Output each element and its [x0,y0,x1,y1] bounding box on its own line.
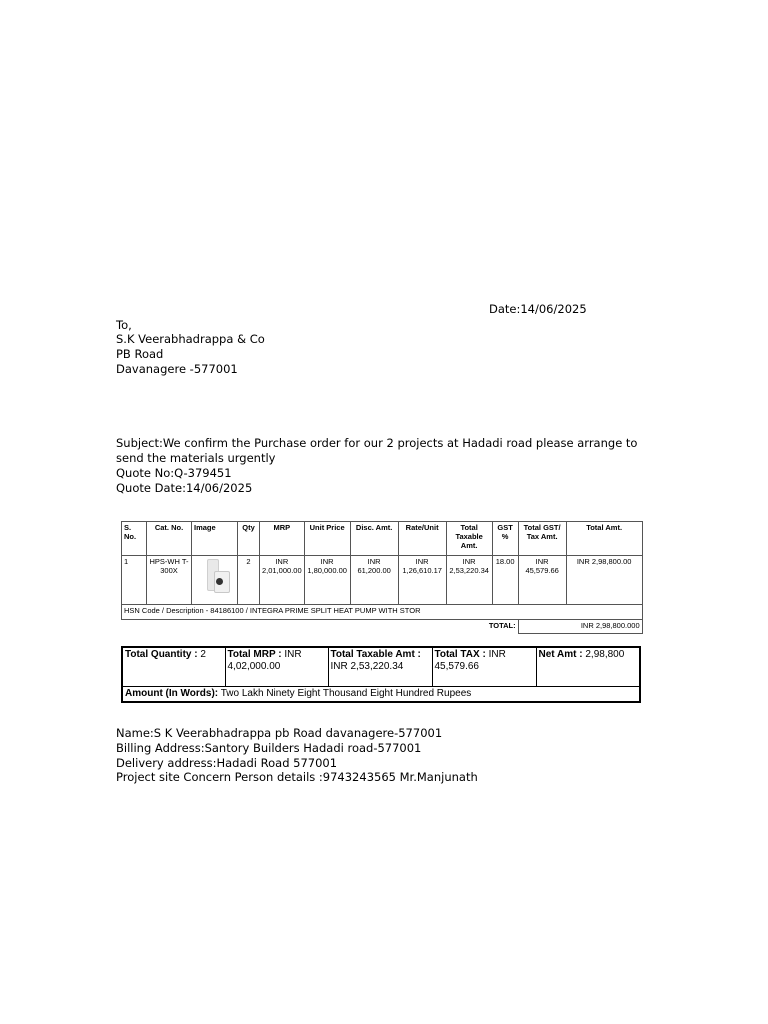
quote-date: Quote Date:14/06/2025 [116,481,253,495]
summary-tax [432,647,536,686]
total-row [122,620,643,634]
header-gst-percent: GST % [492,522,518,556]
words-label: Amount (In Words): [125,687,219,699]
header-total-taxable: Total Taxable Amt. [446,522,492,556]
quote-number: Quote No:Q-379451 [116,466,232,480]
summary-qty-value: 2 [200,649,206,660]
header-total-amt: Total Amt. [566,522,642,556]
recipient-street: PB Road [116,347,164,361]
header-total-gst: Total GST/ Tax Amt. [518,522,566,556]
summary-net-label: Net Amt : [538,649,583,660]
subject-line: Subject:We confirm the Purchase order for our 2 projects at Hadadi road please arrange to send the materials urgently [116,436,638,465]
header-rate-unit: Rate/Unit [398,522,446,556]
cell-mrp: INR 2,01,000.00 [260,556,305,605]
amount-in-words [122,686,640,702]
summary-table [121,646,641,703]
recipient-name: S.K Veerabhadrappa & Co [116,332,265,346]
header-image: Image [192,522,238,556]
footer-contact-details: Project site Concern Person details :9743243565 Mr.Manjunath [116,770,478,784]
cell-image [192,556,238,605]
quotation-table [121,521,643,634]
salutation: To, [116,318,132,332]
header-disc-amt: Disc. Amt. [350,522,398,556]
summary-qty-label: Total Quantity : [125,649,198,660]
cell-qty: 2 [238,556,260,605]
hsn-row [122,605,643,620]
document-date: Date:14/06/2025 [489,302,587,316]
summary-mrp [225,647,328,686]
header-sno: S. No. [122,522,147,556]
footer-delivery-address: Delivery address:Hadadi Road 577001 [116,756,338,770]
words-value: Two Lakh Ninety Eight Thousand Eight Hundred Rupees [220,687,472,699]
total-label: TOTAL: [488,621,516,630]
table-row [122,556,643,605]
cell-total-gst: INR 45,579.66 [518,556,566,605]
cell-sno: 1 [122,556,147,605]
total-value: INR 2,98,800.000 [518,620,642,634]
summary-net [536,647,640,686]
cell-unit-price: INR 1,80,000.00 [304,556,350,605]
summary-mrp-label: Total MRP : [227,649,282,660]
table-header-row [122,522,643,556]
cell-cat-no: HPS-WH T-300X [147,556,192,605]
footer-billing-address: Billing Address:Santory Builders Hadadi road-577001 [116,741,422,755]
summary-net-value: 2,98,800 [585,649,625,660]
header-mrp: MRP [260,522,305,556]
summary-mrp-value: INR 4,02,000.00 [227,649,302,672]
summary-taxable [328,647,432,686]
summary-taxable-label: Total Taxable Amt : [330,649,421,660]
summary-tax-value: INR 45,579.66 [434,649,506,672]
hsn-description: HSN Code / Description - 84186100 / INTEGRA PRIME SPLIT HEAT PUMP WITH STOR [122,605,643,620]
heat-pump-product-icon [200,559,230,595]
header-qty: Qty [238,522,260,556]
header-unit-price: Unit Price [304,522,350,556]
summary-words-row [122,686,640,702]
cell-total-taxable: INR 2,53,220.34 [446,556,492,605]
cell-disc-amt: INR 61,200.00 [350,556,398,605]
cell-rate-unit: INR 1,26,610.17 [398,556,446,605]
summary-tax-label: Total TAX : [434,649,486,660]
footer-name: Name:S K Veerabhadrappa pb Road davanagere-577001 [116,726,443,740]
summary-qty [122,647,225,686]
recipient-city: Davanagere -577001 [116,362,238,376]
summary-totals-row [122,647,640,686]
summary-taxable-value: INR 2,53,220.34 [330,661,404,672]
cell-gst-percent: 18.00 [492,556,518,605]
header-cat-no: Cat. No. [147,522,192,556]
cell-total-amt: INR 2,98,800.00 [566,556,642,605]
